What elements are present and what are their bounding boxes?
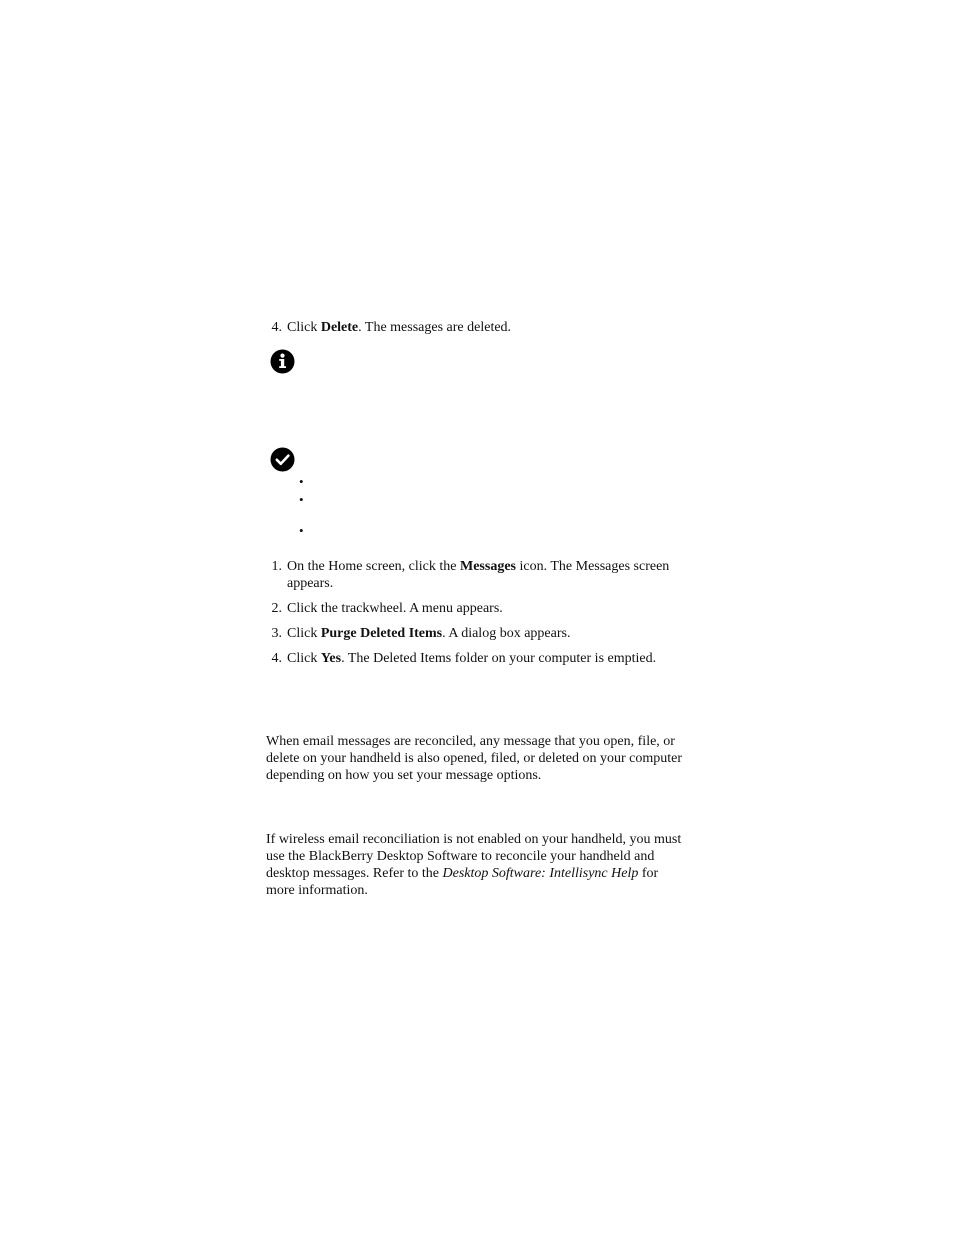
checkmark-icon bbox=[270, 447, 295, 472]
paragraph-reconcile: When email messages are reconciled, any message that you open, file, or delete on your handheld is also opened, filed, or deleted on your computer depending on how you set your message options. bbox=[266, 734, 682, 783]
ui-term-messages: Messages bbox=[460, 559, 516, 574]
step-text: Click Delete. The messages are deleted. bbox=[287, 320, 512, 335]
ui-term-delete: Delete bbox=[320, 320, 359, 335]
step-number: 4. bbox=[271, 320, 282, 335]
bullet: • bbox=[299, 474, 304, 489]
paragraph-wireless-reconcile: If wireless email reconciliation is not enabled on your handheld, you must use the BlackBerry Desktop Software to reconcile your handheld and desktop messages. Refer to the Desktop Software: Intellisync Help for more information. bbox=[266, 832, 682, 898]
ui-term-yes: Yes bbox=[320, 651, 342, 666]
ui-term-purge-deleted-items: Purge Deleted Items bbox=[320, 626, 443, 641]
doc-reference: Desktop Software: Intellisync Help bbox=[442, 866, 639, 881]
bullet: • bbox=[299, 523, 304, 538]
bullet: • bbox=[299, 492, 304, 507]
info-icon bbox=[270, 349, 295, 374]
